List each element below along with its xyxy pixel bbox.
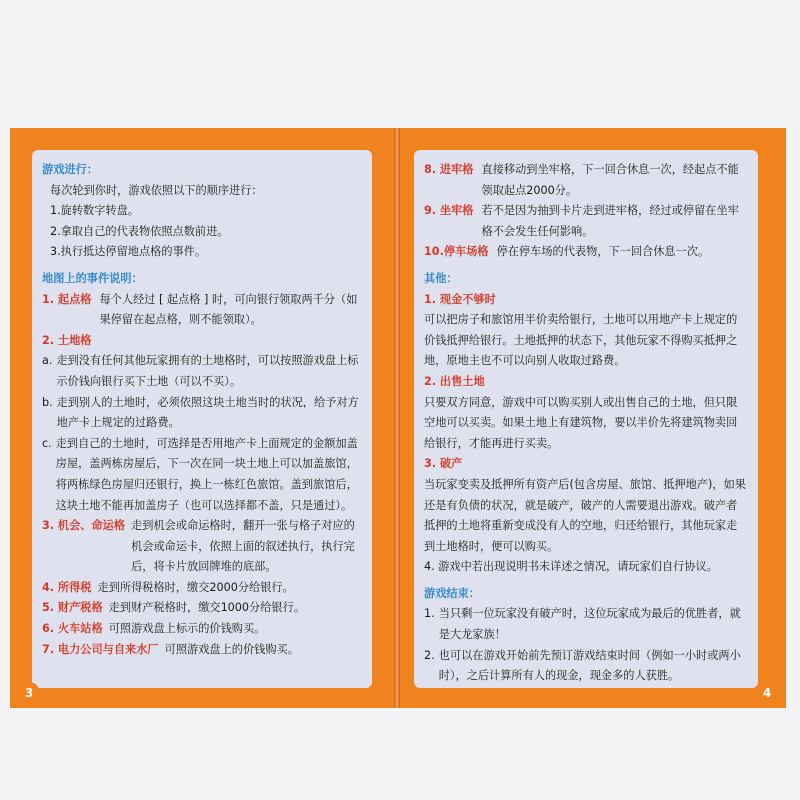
rule-parking-label: 10.停车场格: [424, 245, 489, 259]
rule-start: [42, 290, 362, 331]
right-panel: [414, 150, 758, 688]
rule-income-tax-text: 走到所得税格时，缴交2000分给银行。: [97, 580, 294, 594]
end-rule-1: [424, 604, 748, 645]
other-cash-title: 1. 现金不够时: [424, 292, 496, 306]
left-page: [10, 128, 394, 708]
progress-step-2: 2.拿取自己的代表物依照点数前进。: [50, 224, 229, 238]
end-rule-1-text: 当只剩一位玩家没有破产时，这位玩家成为最后的优胜者，就是大龙家族！: [438, 607, 741, 642]
rule-utilities-text: 可照游戏盘上的价钱购买。: [164, 642, 299, 656]
rule-go-to-jail-text: 直接移动到坐牢格，下一回合休息一次，经起点不能领取起点2000分。: [481, 163, 739, 197]
end-rule-2-label: 2.: [424, 648, 435, 662]
other-note: 4. 游戏中若出现说明书未详述之情况，请玩家们自行协议。: [424, 560, 718, 574]
rule-land-label: 2. 土地格: [42, 333, 92, 347]
rule-station-text: 可照游戏盘上标示的价钱购买。: [108, 622, 266, 636]
end-rule-1-label: 1.: [424, 607, 435, 621]
rule-income-tax: [42, 578, 362, 599]
end-rule-2-text: 也可以在游戏开始前先预订游戏结束时间（例如一小时或两小时），之后计算所有人的现金，现金多的人获胜。: [438, 648, 741, 683]
rule-chance-text: 走到机会或命运格时，翻开一张与格子对应的机会或命运卡，依照上面的叙述执行，执行完后，将卡片放回牌堆的底部。: [131, 519, 355, 574]
rule-land-b-text: 走到别人的土地时，必须依照这块土地当时的状况，给予对方地产卡上规定的过路费。: [56, 395, 359, 430]
other-sell-text: 只要双方同意，游戏中可以购买别人或出售自己的土地，但只限空地可以买卖。如果土地上有建筑物，要以半价先将建筑物卖回给银行，才能再进行买卖。: [424, 395, 738, 450]
rule-jail: [424, 201, 748, 242]
rule-start-text: 每个人经过 [ 起点格 ] 时，可向银行领取两千分（如果停留在起点格，则不能领取）。: [99, 292, 358, 327]
rule-income-tax-label: 4. 所得税: [42, 580, 92, 594]
rule-land-c-text: 走到自己的土地时，可选择是否用地产卡上面规定的金额加盖房屋，盖两栋房屋后，下一次在同一块土地上可以加盖旅馆，将两栋绿色房屋归还银行，换上一栋红色旅馆。盖到旅馆后，这块土地不能再加盖房子（也可以选择都不盖，只是通过）。: [55, 436, 358, 512]
rule-land-c: [42, 434, 362, 516]
rule-property-tax: [42, 598, 362, 619]
rule-parking: [424, 242, 748, 263]
rule-jail-label: 9. 坐牢格: [424, 204, 474, 218]
rule-land-a-label: a.: [42, 354, 53, 368]
right-page: [400, 128, 786, 708]
rule-land-b: [42, 393, 362, 434]
other-bankrupt-title: 3. 破产: [424, 457, 463, 471]
rule-go-to-jail-label: 8. 进牢格: [424, 163, 474, 176]
progress-step-3: 3.执行抵达停留地点格的事件。: [50, 245, 207, 259]
other-cash-text: 可以把房子和旅馆用半价卖给银行，土地可以用地产卡上规定的价钱抵押给银行。土地抵押的状态下，其他玩家不得购买抵押之地，原地主也不可以向别人收取过路费。: [424, 313, 738, 368]
rule-utilities-label: 7. 电力公司与自来水厂: [42, 642, 159, 656]
end-rule-2: [424, 646, 748, 687]
rule-chance-label: 3. 机会、命运格: [42, 519, 126, 533]
section-other-title: 其他：: [424, 271, 458, 285]
section-map-events-title: 地图上的事件说明：: [42, 271, 143, 285]
rule-land-a-text: 走到没有任何其他玩家拥有的土地格时，可以按照游戏盘上标示价钱向银行买下土地（可以不买）。: [56, 354, 359, 388]
rule-station: [42, 619, 362, 640]
other-sell-title: 2. 出售土地: [424, 374, 485, 388]
rule-start-label: 1. 起点格: [42, 292, 92, 306]
rule-chance: [42, 516, 362, 578]
page-number-4: 4: [756, 682, 778, 704]
rule-station-label: 6. 火车站格: [42, 622, 103, 636]
rule-property-tax-text: 走到财产税格时，缴交1000分给银行。: [108, 601, 305, 615]
rule-land-a: [42, 351, 362, 392]
rule-parking-text: 停在停车场的代表物，下一回合休息一次。: [496, 245, 710, 259]
rule-jail-text: 若不是因为抽到卡片走到进牢格，经过或停留在坐牢格不会发生任何影响。: [481, 204, 739, 238]
section-game-end-title: 游戏结束：: [424, 586, 480, 600]
rule-land-c-label: c.: [42, 436, 52, 450]
section-game-progress-title: 游戏进行：: [42, 163, 98, 176]
rule-land-b-label: b.: [42, 395, 53, 409]
page-number-3: 3: [18, 682, 40, 704]
progress-step-1: 1.旋转数字转盘。: [50, 204, 139, 218]
left-panel: [32, 150, 372, 688]
rule-utilities: [42, 640, 362, 661]
rule-property-tax-label: 5. 财产税格: [42, 601, 103, 615]
rule-go-to-jail: [424, 160, 748, 201]
other-bankrupt-text: 当玩家变卖及抵押所有资产后(包含房屋、旅馆、抵押地产)，如果还是有负债的状况，就是破产，破产的人需要退出游戏。破产者抵押的土地将重新变成没有人的空地，归还给银行，其他玩家走到土地格时，便可以购买。: [424, 477, 746, 553]
progress-intro: 每次轮到你时，游戏依照以下的顺序进行：: [50, 183, 263, 197]
